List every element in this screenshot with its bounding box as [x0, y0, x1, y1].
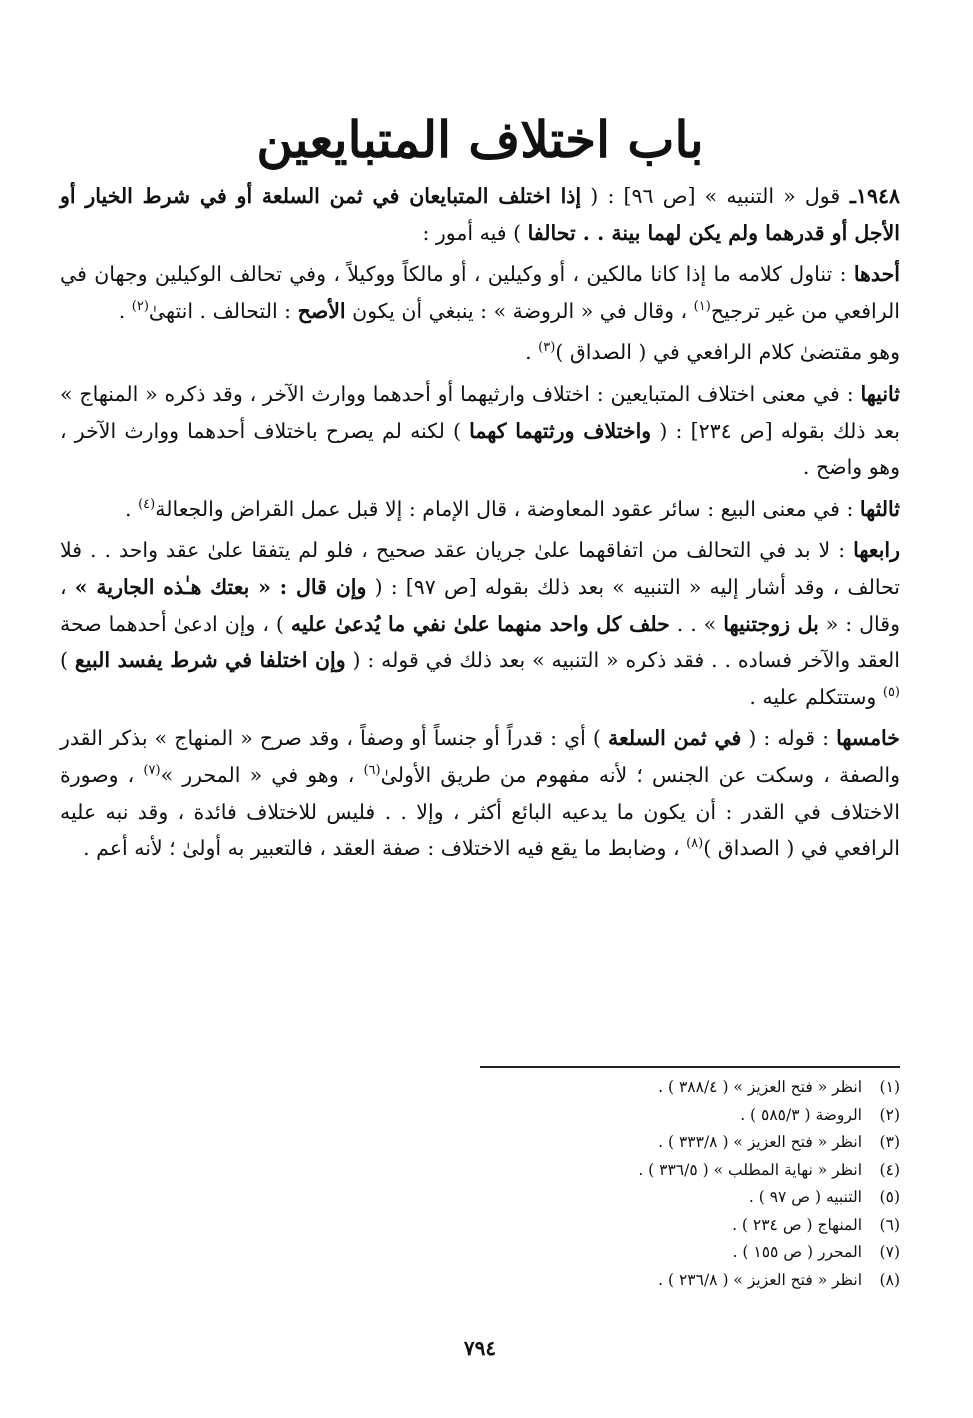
- footnote-item: [60, 1212, 900, 1240]
- footnote-text: انظر « فتح العزيز » ( ٣٣٣/٨ ) .: [658, 1133, 862, 1151]
- footnote-item: [60, 1239, 900, 1267]
- paragraph: [60, 532, 900, 715]
- bold-text: وإن قال : « بعتك هـٰذه الجارية »: [74, 574, 367, 599]
- paragraph: [60, 256, 900, 329]
- text-span: وستتكلم عليه .: [749, 684, 883, 709]
- text-span: .: [118, 298, 132, 323]
- footnotes-list: [60, 1074, 900, 1294]
- text-span: » . .: [669, 611, 724, 636]
- text-span: قول « التنبيه » [ص ٩٦] : (: [581, 184, 841, 208]
- text-span: .: [525, 340, 539, 365]
- footnote-number: (٣): [879, 1133, 900, 1151]
- footnote-separator: [480, 1066, 900, 1068]
- paragraph: [60, 376, 900, 486]
- text-span: : في معنى اختلاف المتبايعين : اختلاف وارثيهما أو أحدهما ووارث الآخر ، وقد ذكره « المنهاج » بعد ذلك بقوله [ص ٢٣٤] : (: [60, 381, 901, 443]
- footnote-ref: (٢): [131, 298, 149, 314]
- footnote-number: (٥): [879, 1188, 900, 1206]
- footnote-ref: (٣): [538, 340, 556, 356]
- paragraph: [60, 720, 900, 866]
- text-span: : في معنى البيع : سائر عقود المعاوضة ، قال الإمام : إلا قبل عمل القراض والجعالة: [155, 496, 860, 521]
- text-span: : تناول كلامه ما إذا كانا مالكين ، أو وكيلين ، أو مالكاً ووكيلاً ، وفي تحالف الوكيلين وجهان في الرافعي من غير ترجيح: [60, 262, 900, 323]
- paragraph: [60, 491, 900, 528]
- footnote-number: (١): [879, 1078, 900, 1096]
- text-span: ، وقال في « الروضة » : ينبغي أن يكون: [345, 298, 694, 323]
- footnote-ref: (٨): [686, 836, 704, 852]
- text-span: وهو مقتضىٰ كلام الرافعي في ( الصداق ): [555, 340, 900, 365]
- footnote-ref: (٥): [882, 684, 900, 700]
- bold-text: حلف كل واحد منهما علىٰ نفي ما يُدعىٰ عليه: [290, 611, 670, 636]
- footnote-number: (٨): [879, 1270, 900, 1289]
- paragraph: [60, 178, 900, 251]
- bold-text: ١٩٤٨ـ: [840, 184, 900, 208]
- main-text: [60, 178, 900, 872]
- text-span: ) أي : قدراً أو جنساً أو وصفاً ، وقد صرح « المنهاج » بذكر القدر والصفة ، وسكت عن الجنس ؛ لأنه مفهوم من طريق الأولىٰ: [60, 726, 900, 787]
- footnote-item: [60, 1102, 900, 1130]
- footnote-item: [60, 1184, 900, 1212]
- footnote-item: [60, 1267, 900, 1295]
- bold-text: ثانيها: [860, 381, 900, 406]
- footnote-text: انظر « نهاية المطلب » ( ٣٣٦/٥ ) .: [638, 1160, 862, 1179]
- footnote-number: (٤): [879, 1160, 900, 1179]
- chapter-title: باب اختلاف المتبايعين: [256, 110, 704, 169]
- footnote-text: انظر « فتح العزيز » ( ٢٣٦/٨ ) .: [658, 1270, 862, 1289]
- bold-text: بل زوجتنيها: [723, 611, 819, 636]
- document-page: [60, 0, 900, 1418]
- bold-text: إذا اختلف المتبايعان في ثمن السلعة أو في شرط الخيار أو الأجل أو قدرهما ولم يكن لهما بينة . . تحالفا: [60, 184, 900, 245]
- text-span: ، وصورة الاختلاف في القدر : أن يكون ما يدعيه البائع أكثر ، وإلا . . فليس للاختلاف فائدة ، وقد نبه عليه الرافعي في ( الصداق ): [60, 762, 900, 861]
- page-number: ٧٩٤: [463, 1336, 497, 1360]
- text-span: ) فيه أمور :: [422, 220, 528, 245]
- text-span: ، وقال : «: [60, 574, 900, 636]
- bold-text: واختلاف ورثتهما كهما: [469, 418, 652, 443]
- text-span: ) لكنه لم يصرح باختلاف أحدهما ووارث الآخر ، وهو واضح .: [60, 418, 900, 480]
- footnote-text: الروضة ( ٥٨٥/٣ ) .: [740, 1105, 862, 1124]
- footnote-item: [60, 1129, 900, 1157]
- footnote-text: المنهاج ( ص ٢٣٤ ) .: [732, 1215, 862, 1234]
- footnote-number: (٢): [879, 1105, 900, 1124]
- bold-text: وإن اختلفا في شرط يفسد البيع: [74, 648, 346, 673]
- text-span: ) ، وإن ادعىٰ أحدهما صحة العقد والآخر فساده . . فقد ذكره « التنبيه » بعد ذلك في قوله : (: [60, 611, 900, 673]
- text-span: : قوله : (: [741, 726, 837, 751]
- footnote-ref: (٤): [138, 496, 156, 512]
- text-span: : لا بد في التحالف من اتفاقهما علىٰ جريان عقد صحيح ، فلو لم يتفقا علىٰ عقد واحد . . فلا تحالف ، وقد أشار إليه « التنبيه » بعد ذلك بقوله [ص ٩٧] : (: [60, 538, 901, 599]
- footnote-ref: (٦): [363, 763, 381, 779]
- footnote-text: انظر « فتح العزيز » ( ٣٨٨/٤ ) .: [658, 1078, 862, 1096]
- footnote-number: (٧): [879, 1243, 900, 1261]
- bold-text: أحدها: [853, 262, 900, 287]
- bold-text: في ثمن السلعة: [607, 726, 742, 751]
- footnote-text: التنبيه ( ص ٩٧ ) .: [748, 1188, 862, 1206]
- bold-text: رابعها: [853, 538, 900, 563]
- footnote-ref: (٧): [143, 763, 161, 779]
- bold-text: الأصح: [297, 298, 346, 323]
- paragraph: [60, 334, 900, 371]
- text-span: ، وضابط ما يقع فيه الاختلاف : صفة العقد ، فالتعبير به أولىٰ ؛ لأنه أعم .: [83, 836, 687, 861]
- footnote-item: [60, 1074, 900, 1102]
- text-span: ، وهو في « المحرر »: [160, 762, 364, 787]
- bold-text: خامسها: [836, 726, 900, 751]
- footnote-item: [60, 1157, 900, 1185]
- footnote-number: (٦): [879, 1215, 900, 1234]
- text-span: ): [60, 648, 75, 673]
- text-span: .: [125, 496, 139, 521]
- footnote-ref: (١): [693, 298, 711, 314]
- bold-text: ثالثها: [859, 496, 900, 521]
- text-span: : التحالف . انتهىٰ: [148, 298, 298, 323]
- footnote-text: المحرر ( ص ١٥٥ ) .: [732, 1243, 862, 1261]
